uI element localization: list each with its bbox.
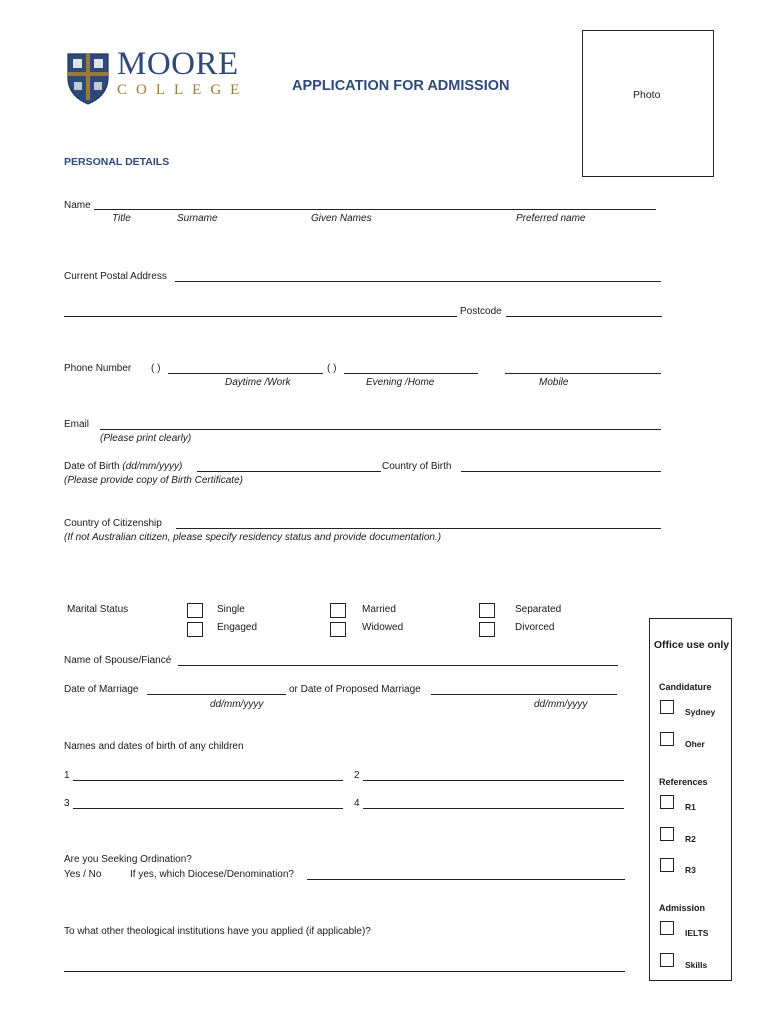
phone-evening-field[interactable] (344, 373, 478, 374)
phone-mobile-caption: Mobile (539, 377, 569, 388)
phone-mobile-field[interactable] (505, 373, 661, 374)
other-institutions-field[interactable] (64, 971, 625, 972)
marriage-date-format: dd/mm/yyyy (210, 699, 264, 710)
candidature-other-label: Oher (685, 739, 705, 749)
reference-r1-checkbox[interactable] (660, 795, 674, 809)
photo-box[interactable] (582, 30, 714, 177)
proposed-marriage-format: dd/mm/yyyy (534, 699, 588, 710)
country-of-birth-field[interactable] (461, 471, 661, 472)
phone-daytime-field[interactable] (168, 373, 323, 374)
phone-area-paren-2: ( ) (327, 363, 337, 374)
child-2-number: 2 (354, 770, 360, 781)
child-1-number: 1 (64, 770, 70, 781)
admission-skills-label: Skills (685, 960, 708, 970)
phone-evening-caption: Evening /Home (366, 377, 435, 388)
spouse-label: Name of Spouse/Fiancé (64, 655, 172, 666)
name-given-caption: Given Names (311, 213, 372, 224)
child-3-field[interactable] (73, 808, 343, 809)
child-2-field[interactable] (363, 780, 624, 781)
logo-wordmark-college: COLLEGE (117, 82, 249, 98)
logo-wordmark-moore: MOORE (117, 46, 239, 82)
ordination-yes-no[interactable]: Yes / No (64, 869, 102, 880)
citizenship-note: (If not Australian citizen, please specify residency status and provide documentation.) (64, 532, 442, 543)
address-field-line1[interactable] (175, 281, 661, 282)
ordination-question: Are you Seeking Ordination? (64, 854, 192, 865)
name-field[interactable] (94, 209, 656, 210)
other-institutions-question: To what other theological institutions have you applied (if applicable)? (64, 926, 371, 937)
name-preferred-caption: Preferred name (516, 213, 586, 224)
email-field[interactable] (100, 429, 661, 430)
child-4-field[interactable] (363, 808, 624, 809)
marital-status-label: Marital Status (67, 604, 129, 615)
name-surname-caption: Surname (177, 213, 218, 224)
reference-r1-label: R1 (685, 802, 696, 812)
admission-ielts-label: IELTS (685, 928, 709, 938)
office-use-title: Office use only (653, 639, 730, 651)
reference-r3-checkbox[interactable] (660, 858, 674, 872)
candidature-sydney-label: Sydney (685, 707, 716, 717)
country-of-birth-label: Country of Birth (382, 461, 452, 472)
birth-certificate-note: (Please provide copy of Birth Certificate) (64, 475, 243, 486)
child-4-number: 4 (354, 798, 360, 809)
spouse-field[interactable] (178, 665, 618, 666)
name-label: Name (64, 200, 91, 211)
marital-divorced-checkbox[interactable] (479, 622, 495, 637)
marital-engaged-checkbox[interactable] (187, 622, 203, 637)
marital-divorced-label: Divorced (515, 622, 555, 633)
marital-married-label: Married (362, 604, 396, 615)
phone-area-paren-1: ( ) (151, 363, 161, 374)
marital-engaged-label: Engaged (217, 622, 258, 633)
proposed-marriage-label: or Date of Proposed Marriage (289, 684, 421, 695)
form-title: APPLICATION FOR ADMISSION (292, 78, 510, 94)
dob-label: Date of Birth (dd/mm/yyyy) (64, 461, 183, 472)
marital-widowed-label: Widowed (362, 622, 404, 633)
candidature-other-checkbox[interactable] (660, 732, 674, 746)
child-1-field[interactable] (73, 780, 343, 781)
crest-icon (66, 52, 110, 106)
marital-widowed-checkbox[interactable] (330, 622, 346, 637)
dob-field[interactable] (197, 471, 381, 472)
phone-label: Phone Number (64, 363, 132, 374)
reference-r2-checkbox[interactable] (660, 827, 674, 841)
name-title-caption: Title (112, 213, 131, 224)
children-label: Names and dates of birth of any children (64, 741, 244, 752)
reference-r2-label: R2 (685, 834, 696, 844)
citizenship-label: Country of Citizenship (64, 518, 162, 529)
admission-ielts-checkbox[interactable] (660, 921, 674, 935)
email-label: Email (64, 419, 90, 430)
admission-heading: Admission (659, 903, 706, 913)
marital-married-checkbox[interactable] (330, 603, 346, 618)
admission-skills-checkbox[interactable] (660, 953, 674, 967)
office-use-panel (649, 618, 732, 981)
candidature-heading: Candidature (659, 682, 712, 692)
photo-label: Photo (633, 89, 661, 101)
diocese-field[interactable] (307, 879, 625, 880)
reference-r3-label: R3 (685, 865, 696, 875)
marriage-date-label: Date of Marriage (64, 684, 139, 695)
marriage-date-field[interactable] (147, 694, 286, 695)
candidature-sydney-checkbox[interactable] (660, 700, 674, 714)
marital-separated-checkbox[interactable] (479, 603, 495, 618)
address-field-line2[interactable] (64, 316, 457, 317)
marital-single-checkbox[interactable] (187, 603, 203, 618)
marital-single-label: Single (217, 604, 245, 615)
proposed-marriage-field[interactable] (431, 694, 617, 695)
diocese-label: If yes, which Diocese/Denomination? (130, 869, 294, 880)
email-note: (Please print clearly) (100, 433, 192, 444)
citizenship-field[interactable] (176, 528, 661, 529)
phone-daytime-caption: Daytime /Work (225, 377, 291, 388)
marital-separated-label: Separated (515, 604, 562, 615)
postcode-label: Postcode (460, 306, 502, 317)
section-title-personal-details: PERSONAL DETAILS (64, 156, 170, 168)
postcode-field[interactable] (506, 316, 662, 317)
child-3-number: 3 (64, 798, 70, 809)
references-heading: References (659, 777, 708, 787)
address-label: Current Postal Address (64, 271, 167, 282)
